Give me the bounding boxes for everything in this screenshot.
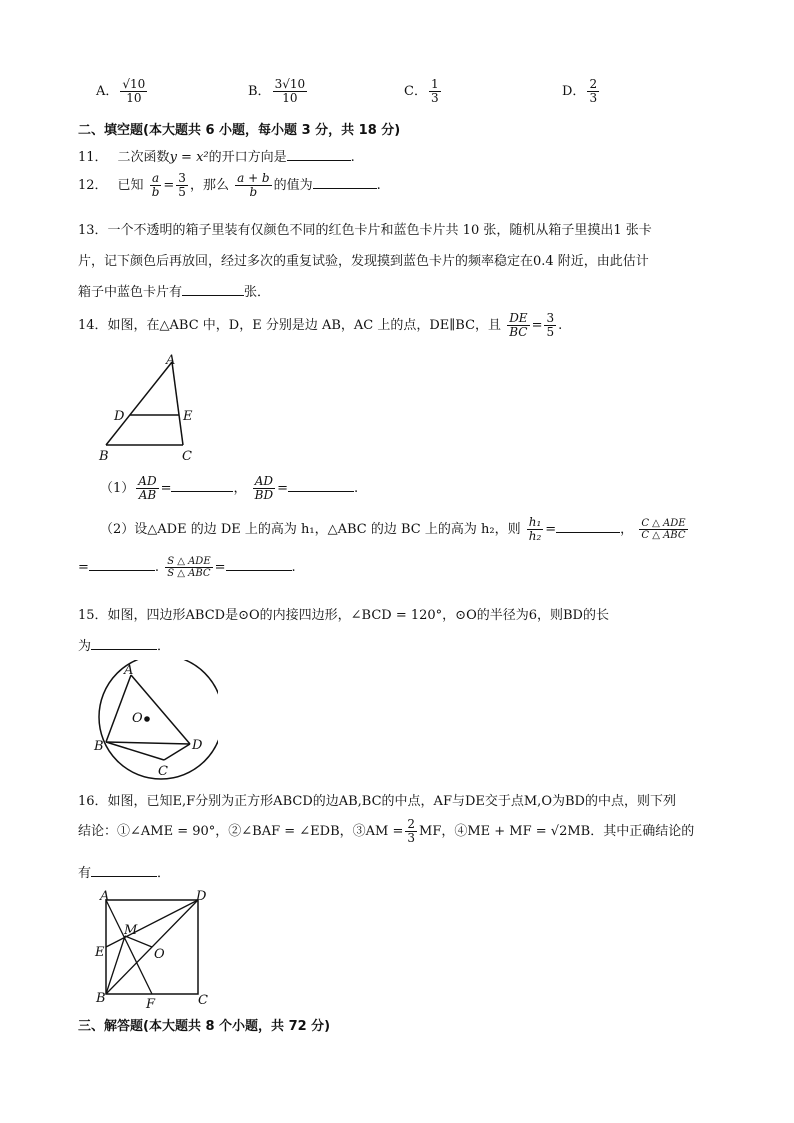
option-a: A． $\frac{√10}{10}$ [96, 77, 146, 106]
question-15-line1: 15．如图，四边形ABCD是⊙O的内接四边形，∠BCD = 120°，⊙O的半径为6，则BD的长 [78, 608, 609, 623]
section2-heading: 二、填空题(本大题共 6 小题，每小题 3 分，共 18 分) [78, 123, 401, 138]
question-13-line3: 箱子中蓝色卡片有 张． [78, 285, 271, 300]
question-15-line2: 为 ． [78, 639, 171, 654]
option-c: C． $\frac{1}{3}$ [404, 77, 439, 106]
question-14-part1: （1） $\frac{AD}{AB}$ = ， $\frac{AD}{BD}$ = . [100, 474, 359, 503]
label-c: C [158, 764, 168, 779]
question-12: 12． 已知 $\frac{a}{b}$ = $\frac{3}{5}$ ，那么 $\frac{a + b}{b}$ 的值为 . [78, 171, 381, 200]
question-13-line1: 13．一个不透明的箱子里装有仅颜色不同的红色卡片和蓝色卡片共 10 张，随机从箱子里摸出1 张卡 [78, 223, 652, 238]
label-e: E [183, 409, 193, 424]
label-m: M [124, 923, 138, 938]
label-c: C [198, 993, 208, 1008]
question-16-line1: 16．如图，已知E,F分别为正方形ABCD的边AB,BC的中点，AF与DE交于点M,O为BD的中点，则下列 [78, 794, 676, 809]
label-a: A [166, 353, 176, 368]
option-b: B． $\frac{3√10}{10}$ [248, 77, 306, 106]
label-b: B [99, 449, 109, 464]
question-14-part2: （2）设△ADE 的边 DE 上的高为 h₁，△ABC 的边 BC 上的高为 h₂，则 $\frac{\text{h₁}}{\text{h₂}}$ = ， $\frac{\text{C △ ADE}}{\text{C △ ABC}}$ [100, 515, 686, 544]
label-a: A [100, 889, 110, 904]
label-c: C [182, 449, 192, 464]
square-figure [90, 888, 218, 1012]
option-d: D． $\frac{2}{3}$ [562, 77, 598, 106]
question-14: 14．如图，在△ABC 中，D，E 分别是边 AB，AC 上的点，DE∥BC，且 $\frac{DE}{BC}$ = $\frac{3}{5}$ . [78, 311, 563, 340]
question-16-line2: 结论：①∠AME = 90°，②∠BAF = ∠EDB，③AM = $\frac{2}{3}$ MF，④ME + MF = √2MB．其中正确结论的 [78, 817, 695, 846]
question-14-part2-line2: = . $\frac{\text{S △ ADE}}{\text{S △ ABC}}$ = . [78, 556, 296, 579]
label-a: A [124, 663, 134, 678]
question-11: 11． 二次函数y = x²的开口方向是 . [78, 150, 355, 165]
triangle-figure [90, 350, 210, 468]
label-f: F [146, 997, 156, 1012]
question-16-line3: 有 ． [78, 866, 171, 881]
label-b: B [94, 739, 104, 754]
label-o: O [154, 947, 165, 962]
label-e: E [95, 945, 105, 960]
label-d: D [192, 738, 203, 753]
section3-heading: 三、解答题(本大题共 8 个小题，共 72 分) [78, 1019, 331, 1034]
label-o: O [132, 711, 143, 726]
label-d: D [196, 889, 207, 904]
circle-figure [88, 660, 218, 780]
label-d: D [114, 409, 125, 424]
question-13-line2: 片，记下颜色后再放回，经过多次的重复试验，发现摸到蓝色卡片的频率稳定在0.4 附近，由此估计 [78, 254, 649, 269]
label-b: B [96, 991, 106, 1006]
